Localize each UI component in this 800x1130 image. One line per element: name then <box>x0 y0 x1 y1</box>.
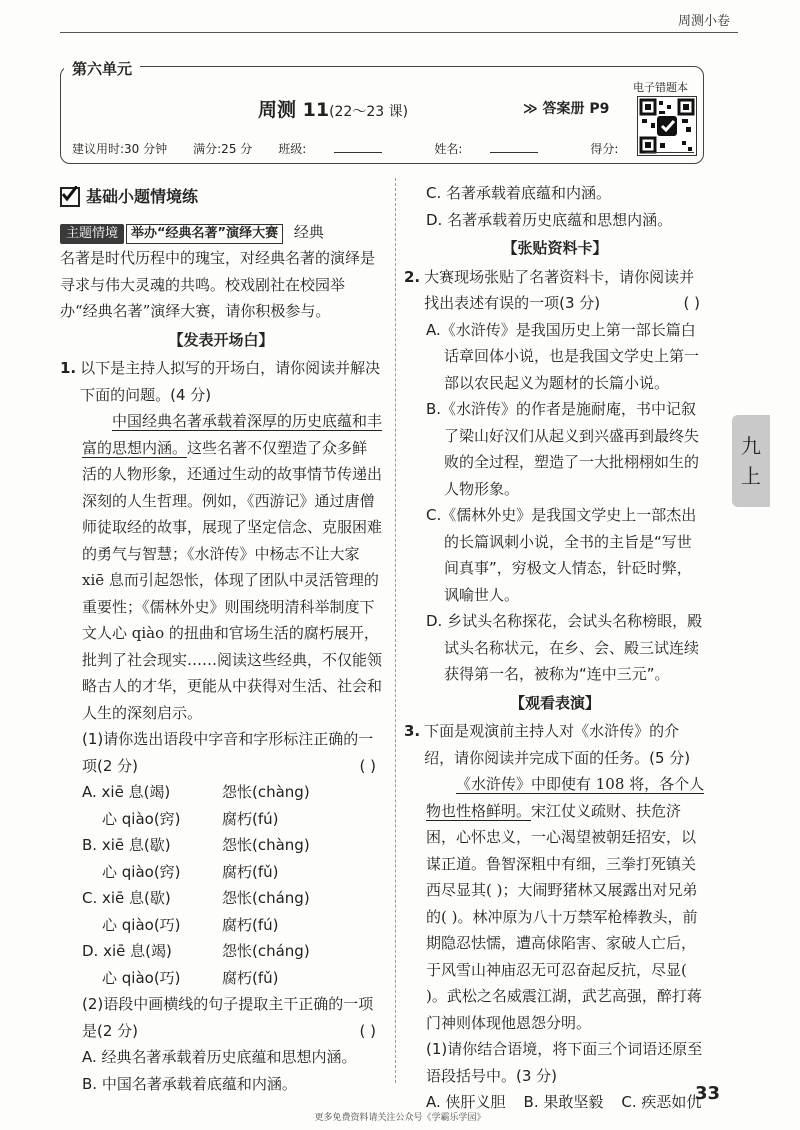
option-d[interactable]: D. 乡试头名称探花，会试头名称榜眼，殿试头名称状元，在乡、会、殿三试连续获得第一名，被称为“连中三元”。 <box>426 612 703 683</box>
meta-time: 建议用时:30 分钟 <box>72 142 168 156</box>
meta-row <box>72 140 632 157</box>
title-main: 周测 11 <box>258 99 330 121</box>
top-tag: 周测小卷 <box>677 14 730 29</box>
intro-text: 名著是时代历程中的瑰宝，对经典名著的演绎是寻求与伟大灵魂的共鸣。校戏剧社在校园举办“经典名著”演绎大赛，请你积极参与。 <box>60 249 376 320</box>
question-2 <box>404 264 706 317</box>
q1-underlined: 中国经典名著承载着深厚的历史底蕴和丰富的思想内涵。 <box>82 412 383 457</box>
q2-options <box>404 317 706 688</box>
side-tab-char-2: 上 <box>741 464 761 488</box>
left-column <box>60 180 382 1097</box>
sub-heading-3: 【观看表演】 <box>509 693 600 712</box>
meta-score: 满分:25 分 <box>193 142 253 156</box>
q1-sub2: (2)语段中画横线的句子提取主干正确的一项是(2 分) ( ) <box>60 991 382 1044</box>
option-row: 心 qiào(窍) 腐朽(fǔ) <box>102 862 279 881</box>
q1-sub1: (1)请你选出语段中字音和字形标注正确的一项(2 分) ( ) <box>60 726 382 779</box>
title-sub: (22～23 课) <box>329 104 409 120</box>
answer-paren[interactable]: ( ) <box>683 294 700 312</box>
word-c: C. 疾恶如仇 <box>621 1093 702 1111</box>
option-a[interactable]: A. 经典名著承载着历史底蕴和思想内涵。 <box>82 1048 357 1066</box>
option-row: 心 qiào(巧) 腐朽(fú) <box>102 915 279 934</box>
right-column <box>404 180 706 1116</box>
option-row[interactable]: C. xiē 息(歇) 怨怅(cháng) <box>82 889 310 907</box>
option-row[interactable]: D. xiē 息(竭) 怨怅(cháng) <box>82 942 310 960</box>
q3-passage-rest: 宋江仗义疏财、扶危济困，心怀忠义，一心渴望被朝廷招安，以谋正道。鲁智深粗中有细，三拳打死镇关西尽显其( )；大闹野猪林又展露出对兄弟的( )。林冲原为八十万禁军枪棒教头，前期隐忍怯懦，遭高俅陷害、家破人亡后，于风雪山神庙忍无可忍奋起反抗，尽显( )。武松之名威震江湖，武艺高强，醉打蒋门神则体现他恩怨分明。 <box>426 801 702 1032</box>
q3-sub1: (1)请你结合语境，将下面三个词语还原至语段括号中。(3 分) <box>426 1040 703 1085</box>
option-row[interactable]: A. xiē 息(竭) 怨怅(chàng) <box>82 783 310 801</box>
q3-number: 3. <box>404 722 421 740</box>
option-a[interactable]: A.《水浒传》是我国历史上第一部长篇白话章回体小说，也是我国文学史上第一部以农民起义为题材的长篇小说。 <box>426 320 700 392</box>
answer-ref: ≫ 答案册 P9 <box>523 101 610 117</box>
page-number: 33 <box>694 1083 720 1104</box>
question-1 <box>60 355 382 408</box>
option-c[interactable]: C. 名著承载着底蕴和内涵。 <box>426 184 612 202</box>
theme-name: 举办“经典名著”演绎大赛 <box>126 224 283 244</box>
q1-sub2-options-cont <box>404 180 706 233</box>
word-a: A. 侠肝义胆 <box>426 1093 506 1111</box>
sub-heading-2: 【张贴资料卡】 <box>502 239 608 257</box>
q1-passage-rest: 这些名著不仅塑造了众多鲜活的人物形象，还通过生动的故事情节传递出深刻的人生哲理。例如，《西游记》通过唐僧师徒取经的故事，展现了坚定信念、克服困难的勇气与智慧；《水浒传》中杨志不让大家 xiē 息而引起怨怅，体现了团队中灵活管理的重要性；《儒林外史》则围绕明清科举制度下文人心 qiào 的扭曲和官场生活的腐朽展开，批判了社会现实……阅读这些经典，不仅能领略古人的才华，更能从中获得对生活、社会和人生的深刻启示。 <box>82 438 383 722</box>
theme-line <box>60 219 382 246</box>
meta-got: 得分: <box>590 140 720 157</box>
option-row: 心 qiào(窍) 腐朽(fú) <box>102 809 279 828</box>
q1-stem: 以下是主持人拟写的开场白，请你阅读并解决下面的问题。(4 分) <box>80 359 381 404</box>
meta-name: 姓名: <box>434 140 564 157</box>
unit-label: 第六单元 <box>64 58 140 79</box>
q1-options <box>60 779 382 991</box>
option-d[interactable]: D. 名著承载着历史底蕴和思想内涵。 <box>426 210 673 229</box>
q2-number: 2. <box>404 267 421 286</box>
word-b: B. 果敢坚毅 <box>523 1093 604 1111</box>
q3-underlined: 《水浒传》中即使有 108 将，各个人物也性格鲜明。 <box>426 775 705 820</box>
side-tab <box>732 415 770 507</box>
q1-number: 1. <box>60 359 77 377</box>
side-tab-char-1: 九 <box>741 434 761 458</box>
option-c[interactable]: C.《儒林外史》是我国文学史上一部杰出的长篇讽刺小说，全书的主旨是“写世间真事”，穷极文人情态，针砭时弊，讽喻世人。 <box>426 506 697 604</box>
section-heading: 基础小题情境练 <box>60 184 382 211</box>
q1-passage <box>60 408 382 726</box>
top-rule <box>60 32 738 33</box>
page-title <box>258 95 408 122</box>
column-divider <box>395 178 396 1083</box>
q3-stem: 下面是观演前主持人对《水浒传》的介绍，请你阅读并完成下面的任务。(5 分) <box>424 722 691 767</box>
theme-badge: 主题情境 <box>60 224 124 244</box>
q1-sub2-options <box>60 1044 382 1097</box>
footer-note: 更多免费资料请关注公众号《学霸乐学园》 <box>314 1113 486 1123</box>
checkbox-icon <box>60 187 80 207</box>
option-b[interactable]: B. 中国名著承载着底蕴和内涵。 <box>82 1074 297 1093</box>
question-3 <box>404 718 706 771</box>
answer-paren[interactable]: ( ) <box>359 1021 376 1040</box>
q2-stem: 大赛现场张贴了名著资料卡，请你阅读并找出表述有误的一项(3 分) ( ) <box>424 264 706 317</box>
option-row[interactable]: B. xiē 息(歇) 怨怅(chàng) <box>82 836 310 854</box>
err-book-label: 电子错题本 <box>633 81 688 94</box>
option-b[interactable]: B.《水浒传》的作者是施耐庵，书中记叙了梁山好汉们从起义到兴盛再到最终失败的全过程，塑造了一大批栩栩如生的人物形象。 <box>426 400 700 498</box>
intro-tail: 经典 <box>293 222 324 241</box>
answer-paren[interactable]: ( ) <box>359 756 376 775</box>
sub-heading-1: 【发表开场白】 <box>168 330 274 349</box>
option-row: 心 qiào(巧) 腐朽(fǔ) <box>102 968 279 987</box>
meta-class: 班级: <box>278 140 408 157</box>
q3-passage <box>404 771 706 1036</box>
